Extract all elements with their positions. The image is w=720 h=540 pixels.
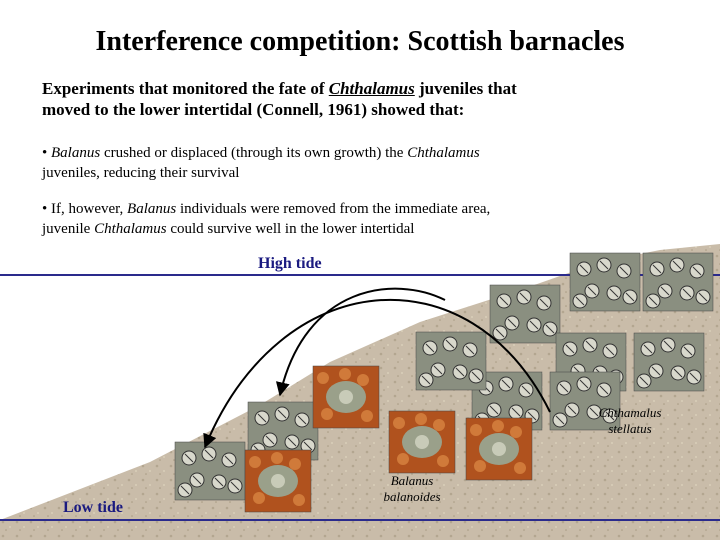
intro-text-part: Experiments that monitored the fate of xyxy=(42,79,329,98)
genus-chthalamus: Chthalamus xyxy=(94,221,167,237)
genus-chthalamus: Chthalamus xyxy=(328,79,415,98)
chthamalus-photo-tile xyxy=(570,253,640,311)
species-name-epithet: balanoides xyxy=(383,489,441,504)
species-name-epithet: stellatus xyxy=(608,421,652,436)
chthamalus-photo-tile xyxy=(643,253,713,311)
bullet-mark: • If, however, xyxy=(42,201,128,217)
slide-title: Interference competition: Scottish barnacles xyxy=(95,26,625,57)
chthamalus-photo-tile xyxy=(175,442,245,500)
species-name-genus: Chthamalus xyxy=(598,405,662,420)
chthamalus-label xyxy=(575,405,685,437)
balanus-photo-tile xyxy=(389,411,455,473)
genus-balanus: Balanus xyxy=(51,145,101,161)
chthamalus-photo-tile xyxy=(634,333,704,391)
bullet-text: individuals were removed from the immediate area, xyxy=(176,201,491,217)
bullet-text: juveniles, reducing their survival xyxy=(42,165,240,181)
bullet-text: could survive well in the lower intertidal xyxy=(166,221,415,237)
intro-text-part: moved to the lower intertidal (Connell, 1961) showed that: xyxy=(42,100,465,119)
genus-balanus: Balanus xyxy=(127,201,177,217)
high-tide-label: High tide xyxy=(258,255,322,272)
bullet-mark: • xyxy=(42,145,52,161)
balanus-photo-tile xyxy=(245,450,311,512)
intro-text-part: juveniles that xyxy=(414,79,517,98)
chthamalus-photo-tile xyxy=(490,285,560,343)
bullet-text: juvenile xyxy=(42,221,95,237)
balanus-photo-tile xyxy=(466,418,532,480)
genus-chthalamus: Chthalamus xyxy=(407,145,480,161)
species-name-genus: Balanus xyxy=(390,473,434,488)
chthamalus-photo-tile xyxy=(416,332,486,390)
low-tide-label: Low tide xyxy=(63,499,123,516)
balanus-label xyxy=(370,473,454,505)
balanus-photo-tile xyxy=(313,366,379,428)
bullet-text: crushed or displaced (through its own growth) the xyxy=(100,145,408,161)
